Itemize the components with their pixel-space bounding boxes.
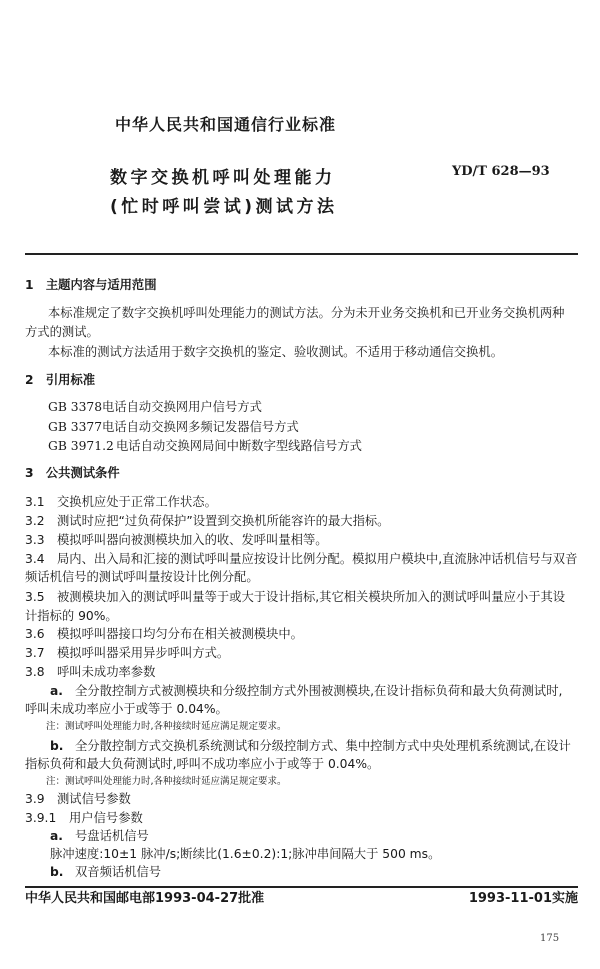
section-3-heading: 3 公共测试条件 [25, 466, 120, 480]
clause-text: 模拟呼叫器向被测模块加入的收、发呼叫量相等。 [57, 533, 328, 547]
clause-number: 3.2 [25, 514, 45, 528]
clause [25, 494, 217, 510]
section-2-heading: 2 引用标准 [25, 373, 96, 387]
clause-number: 3.6 [25, 627, 45, 641]
reference-item [48, 399, 262, 415]
page-number: 175 [540, 933, 560, 944]
approval-date: 中华人民共和国邮电部1993-04-27批准 [25, 891, 265, 906]
clause [25, 645, 229, 661]
subclause-b [50, 864, 161, 880]
note: 注：测试呼叫处理能力时,各种接续时延应满足规定要求。 [46, 776, 287, 787]
org-standard-heading: 中华人民共和国通信行业标准 [115, 115, 337, 134]
subclause-text: 双音频话机信号 [75, 865, 162, 879]
clause-number: 3.4 [25, 552, 45, 566]
subclause-a [50, 828, 149, 844]
clause-continuation: 计指标的 90%。 [25, 609, 118, 623]
clause-text: 模拟呼叫器接口均匀分布在相关被测模块中。 [57, 627, 303, 641]
clause-text: 被测模块加入的测试呼叫量等于或大于设计指标,其它相关模块所加入的测试呼叫量应小于其设 [57, 590, 566, 604]
clause-number: 3.8 [25, 665, 45, 679]
clause [25, 810, 143, 826]
subclause-text: 全分散控制方式交换机系统测试和分级控制方式、集中控制方式中央处理机系统测试,在设计 [75, 739, 571, 753]
subclause-a [50, 683, 562, 699]
reference-item [48, 438, 362, 454]
reference-code: GB 3377 [48, 420, 103, 434]
pulse-parameters: 脉冲速度:10±1 脉冲/s;断续比(1.6±0.2):1;脉冲串间隔大于 500 ms。 [50, 847, 441, 861]
subclause-label: b. [50, 739, 64, 753]
subclause-b [50, 738, 571, 754]
clause-text: 用户信号参数 [69, 811, 143, 825]
subclause-continuation: 呼叫未成功率应小于或等于 0.04%。 [25, 702, 228, 716]
clause-number: 3.9 [25, 792, 45, 806]
paragraph: 方式的测试。 [25, 325, 99, 339]
clause-text: 局内、出入局和汇接的测试呼叫量应按设计比例分配。模拟用户模块中,直流脉冲话机信号与双音 [57, 552, 578, 566]
subclause-continuation: 指标负荷和最大负荷测试时,呼叫不成功率应小于或等于 0.04%。 [25, 757, 380, 771]
document-title-line1: 数字交换机呼叫处理能力 [110, 168, 336, 188]
clause [25, 532, 328, 548]
subclause-label: a. [50, 684, 63, 698]
clause-number: 3.3 [25, 533, 45, 547]
clause-text: 交换机应处于正常工作状态。 [57, 495, 217, 509]
paragraph: 本标准的测试方法适用于数字交换机的鉴定、验收测试。不适用于移动通信交换机。 [48, 345, 503, 359]
clause-text: 呼叫未成功率参数 [57, 665, 156, 679]
subclause-label: b. [50, 865, 64, 879]
document-title-line2: (忙时呼叫尝试)测试方法 [110, 197, 338, 217]
subclause-text: 号盘话机信号 [75, 829, 149, 843]
clause-continuation: 频话机信号的测试呼叫量按设计比例分配。 [25, 570, 259, 584]
clause-number: 3.9.1 [25, 811, 57, 825]
reference-title: 电话自动交换网用户信号方式 [102, 400, 262, 414]
clause [25, 551, 577, 567]
reference-title: 电话自动交换网局间中断数字型线路信号方式 [116, 439, 362, 453]
clause [25, 589, 565, 605]
subclause-label: a. [50, 829, 63, 843]
clause-number: 3.5 [25, 590, 45, 604]
note: 注：测试呼叫处理能力时,各种接续时延应满足规定要求。 [46, 721, 287, 732]
header-divider [25, 253, 578, 255]
reference-title: 电话自动交换网多频记发器信号方式 [102, 420, 299, 434]
clause [25, 791, 131, 807]
subclause-text: 全分散控制方式被测模块和分级控制方式外围被测模块,在设计指标负荷和最大负荷测试时, [75, 684, 563, 698]
clause [25, 513, 389, 529]
footer-divider [25, 886, 578, 888]
clause [25, 626, 303, 642]
reference-code: GB 3378 [48, 400, 103, 414]
effective-date: 1993-11-01实施 [468, 891, 578, 906]
reference-code: GB 3971.2 [48, 439, 114, 453]
reference-item [48, 419, 299, 435]
clause-number: 3.1 [25, 495, 45, 509]
clause-text: 测试信号参数 [57, 792, 131, 806]
clause [25, 664, 155, 680]
standard-code: YD/T 628—93 [452, 164, 550, 179]
paragraph: 本标准规定了数字交换机呼叫处理能力的测试方法。分为未开业务交换机和已开业务交换机两种 [48, 306, 565, 320]
clause-text: 模拟呼叫器采用异步呼叫方式。 [57, 646, 230, 660]
clause-text: 测试时应把“过负荷保护”设置到交换机所能容许的最大指标。 [57, 514, 390, 528]
section-1-heading: 1 主题内容与适用范围 [25, 278, 157, 292]
clause-number: 3.7 [25, 646, 45, 660]
